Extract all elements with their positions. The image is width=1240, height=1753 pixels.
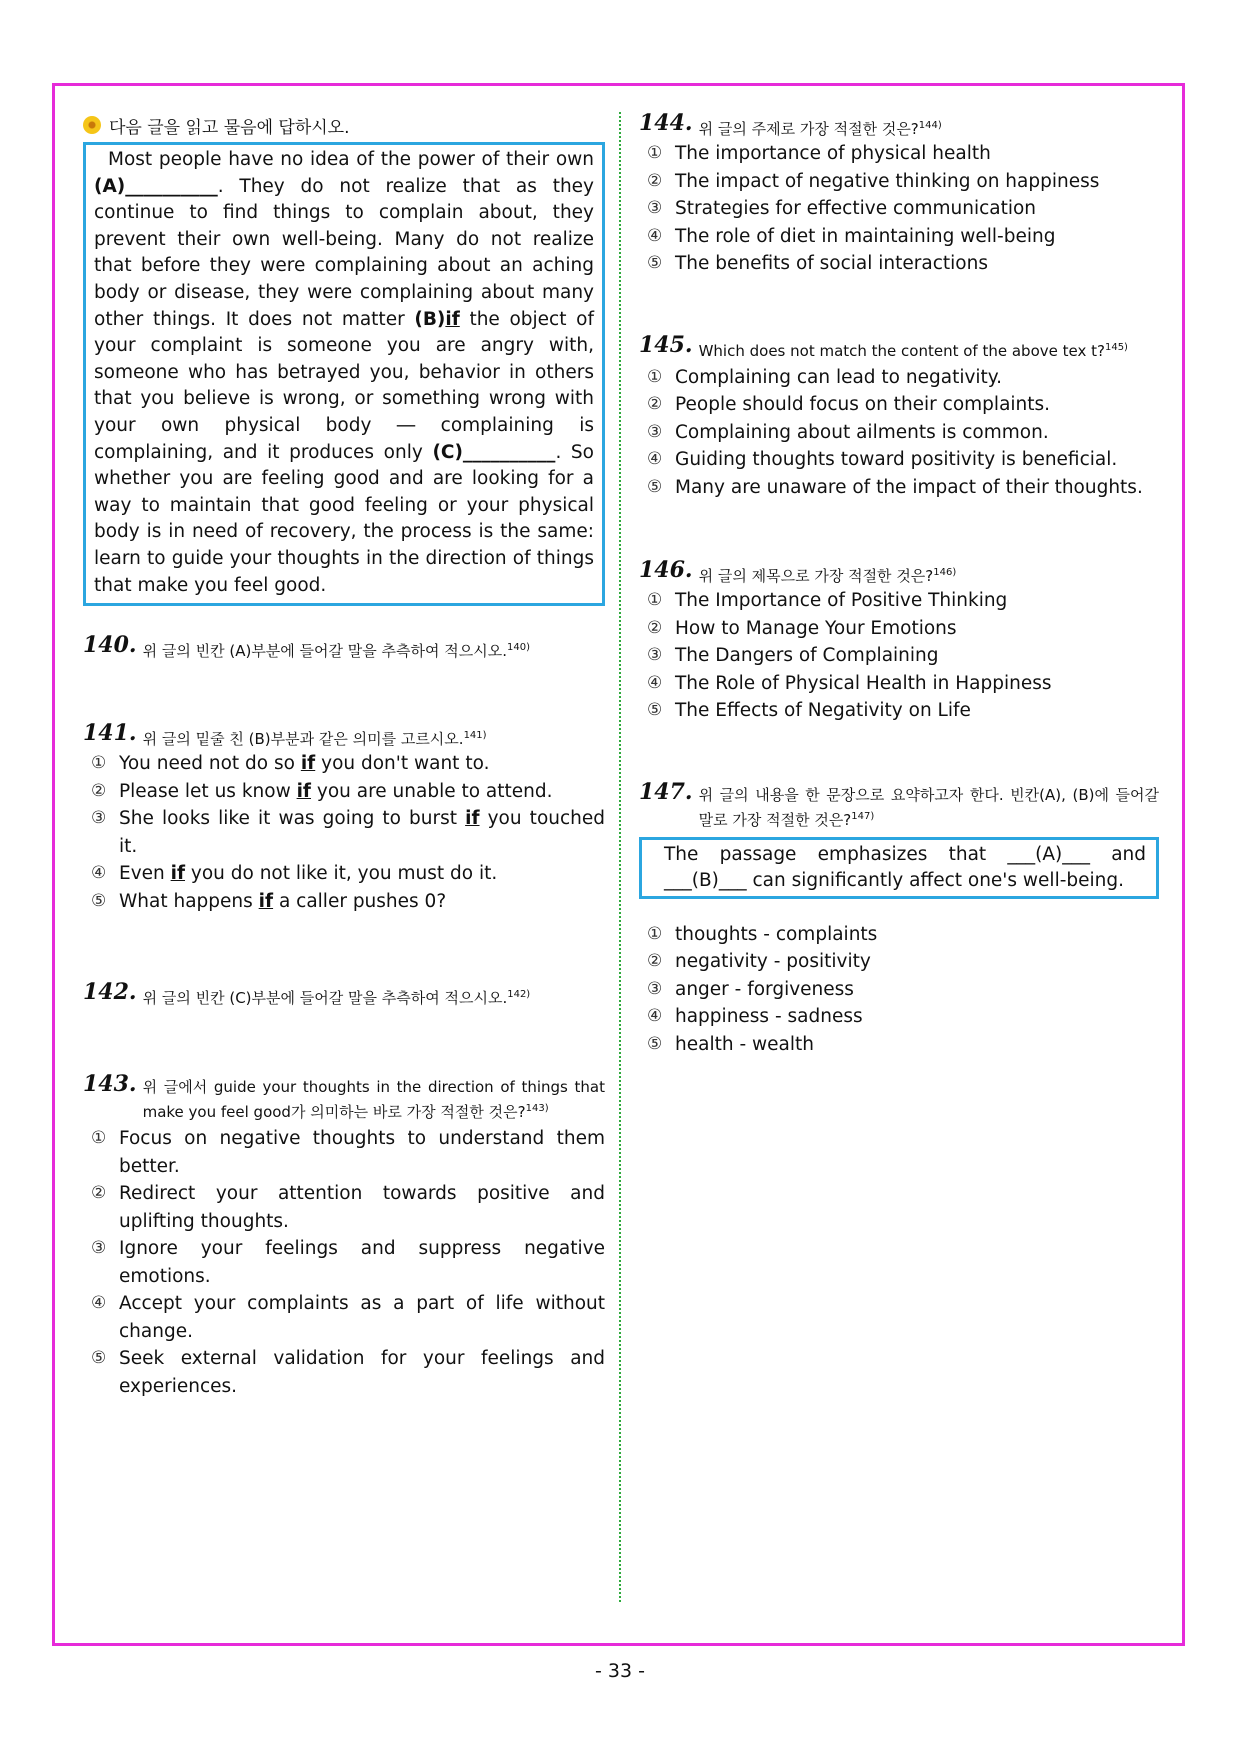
options-147 [647, 921, 1159, 1059]
footnote-ref: 144) [918, 120, 942, 131]
footnote-ref: 141) [463, 730, 487, 742]
underlined-if: if [445, 308, 460, 330]
question-text: 위 글의 내용을 한 문장으로 요약하고자 한다. 빈칸(A), (B)에 들어갈 말로 가장 적절한 것은? [698, 785, 1159, 829]
question-147 [639, 778, 1159, 831]
options-146 [647, 587, 1159, 725]
option[interactable]: ④ The role of diet in maintaining well-being [647, 225, 1056, 247]
option[interactable]: ① Focus on negative thoughts to understand them better. [91, 1128, 605, 1177]
question-text: 위 글의 밑줄 친 (B)부분과 같은 의미를 고르시오. [142, 730, 464, 749]
option[interactable]: ① Complaining can lead to negativity. [647, 366, 1002, 388]
option[interactable]: ④ Even if you do not like it, you must do it. [91, 863, 498, 885]
question-144 [639, 112, 1159, 140]
option[interactable]: ② People should focus on their complaints. [647, 394, 1051, 415]
footnote-ref: 140) [507, 642, 530, 654]
option[interactable]: ⑤ What happens if a caller pushes 0? [91, 890, 447, 912]
footnote-ref: 143) [525, 1103, 549, 1115]
option[interactable]: ① You need not do so if you don't want to. [91, 753, 490, 775]
question-text: Which does not match the content of the above tex t? [698, 341, 1105, 360]
footnote-ref: 147) [851, 810, 875, 822]
instruction [83, 112, 605, 138]
option[interactable]: ⑤ Seek external validation for your feelings and experiences. [91, 1348, 605, 1397]
options-145 [647, 364, 1159, 502]
page-number: - 33 - [595, 1660, 645, 1682]
option[interactable]: ② negativity - positivity [647, 951, 871, 972]
question-146 [639, 559, 1159, 587]
option[interactable]: ② Redirect your attention towards positive and uplifting thoughts. [91, 1183, 605, 1232]
footnote-ref: 146) [933, 567, 957, 578]
option[interactable]: ③ The Dangers of Complaining [647, 645, 939, 666]
question-number: 145. [639, 331, 693, 358]
option[interactable]: ④ The Role of Physical Health in Happiness [647, 672, 1052, 694]
question-number: 147. [639, 778, 693, 805]
options-141 [91, 750, 605, 915]
question-143 [83, 1073, 605, 1123]
option[interactable]: ③ She looks like it was going to burst if you touched it. [91, 808, 606, 857]
option[interactable]: ① thoughts - complaints [647, 923, 878, 945]
blank-a: (A)__________ [94, 175, 218, 197]
option[interactable]: ② Please let us know if you are unable to attend. [91, 780, 553, 802]
footnote-ref: 145) [1104, 341, 1128, 353]
passage-text: Most people have no idea of the power of their [108, 149, 550, 170]
flower-icon [83, 116, 101, 134]
question-text: 위 글의 제목으로 가장 적절한 것은? [698, 567, 934, 585]
left-column [83, 112, 605, 1400]
question-text: 위 글의 빈칸 (A)부분에 들어갈 말을 추측하여 적으시오. [142, 642, 507, 661]
question-number: 144. [639, 110, 693, 136]
option[interactable]: ⑤ Many are unaware of the impact of their thoughts. [647, 476, 1143, 498]
option[interactable]: ② The impact of negative thinking on happiness [647, 170, 1100, 192]
question-145 [639, 331, 1159, 362]
question-140 [83, 634, 605, 662]
question-text: 위 글의 빈칸 (C)부분에 들어갈 말을 추측하여 적으시오. [142, 989, 508, 1008]
option[interactable]: ③ anger - forgiveness [647, 978, 854, 1000]
footnote-ref: 142) [507, 989, 531, 1001]
option[interactable]: ② How to Manage Your Emotions [647, 617, 957, 639]
question-number: 141. [83, 720, 137, 747]
options-143 [91, 1125, 605, 1400]
question-text: 위 글의 주제로 가장 적절한 것은? [698, 120, 919, 138]
question-141 [83, 722, 605, 750]
question-number: 143. [83, 1071, 137, 1098]
option[interactable]: ④ Accept your complaints as a part of life without change. [91, 1293, 605, 1342]
option[interactable]: ③ Ignore your feelings and suppress negative emotions. [91, 1238, 605, 1287]
question-number: 146. [639, 557, 693, 583]
instruction-text: 다음 글을 읽고 물음에 답하시오. [109, 117, 350, 138]
option[interactable]: ⑤ The Effects of Negativity on Life [647, 700, 971, 721]
right-column [639, 112, 1159, 1058]
option[interactable]: ④ Guiding thoughts toward positivity is beneficial. [647, 449, 1118, 470]
option[interactable]: ③ Strategies for effective communication [647, 198, 1037, 219]
option[interactable]: ① The Importance of Positive Thinking [647, 590, 1008, 611]
question-number: 140. [83, 632, 137, 659]
option[interactable]: ⑤ The benefits of social interactions [647, 253, 988, 274]
question-number: 142. [83, 979, 137, 1006]
summary-box: The passage emphasizes that ___(A)___ and ___(B)___ can significantly affect one's well-being. [639, 837, 1159, 899]
question-text: 위 글에서 guide your thoughts in the direction of things that make you feel good가 의미하는 바로 가장 적절한 것은? [142, 1078, 605, 1122]
options-144 [647, 140, 1159, 278]
question-142 [83, 981, 605, 1009]
underlined-b-label: (B) [414, 308, 446, 330]
option[interactable]: ③ Complaining about ailments is common. [647, 421, 1049, 443]
option[interactable]: ④ happiness - sadness [647, 1006, 863, 1027]
passage-box: Most people have no idea of the power of their own (A)__________. They do not realize that as they continue to find things to complain about, they prevent their own well-being. Many do not realize that before they were complaining about an aching body or disease, they were complaining about many other things. It does not matter (B)if the object of your complaint is someone you are angry with, someone who has betrayed you, behavior in others that you believe is wrong, or something wrong with your own physical body ― complaining is complaining, and it produces only (C)__________. So whether you are feeling good and are looking for a way to maintain that good feeling or your physical body is in need of recovery, the process is the same: learn to guide your thoughts in the direction of things that make you feel good. [83, 142, 605, 606]
option[interactable]: ① The importance of physical health [647, 143, 991, 164]
column-divider [619, 112, 621, 1602]
blank-c: (C)__________ [432, 441, 556, 463]
option[interactable]: ⑤ health - wealth [647, 1033, 814, 1055]
